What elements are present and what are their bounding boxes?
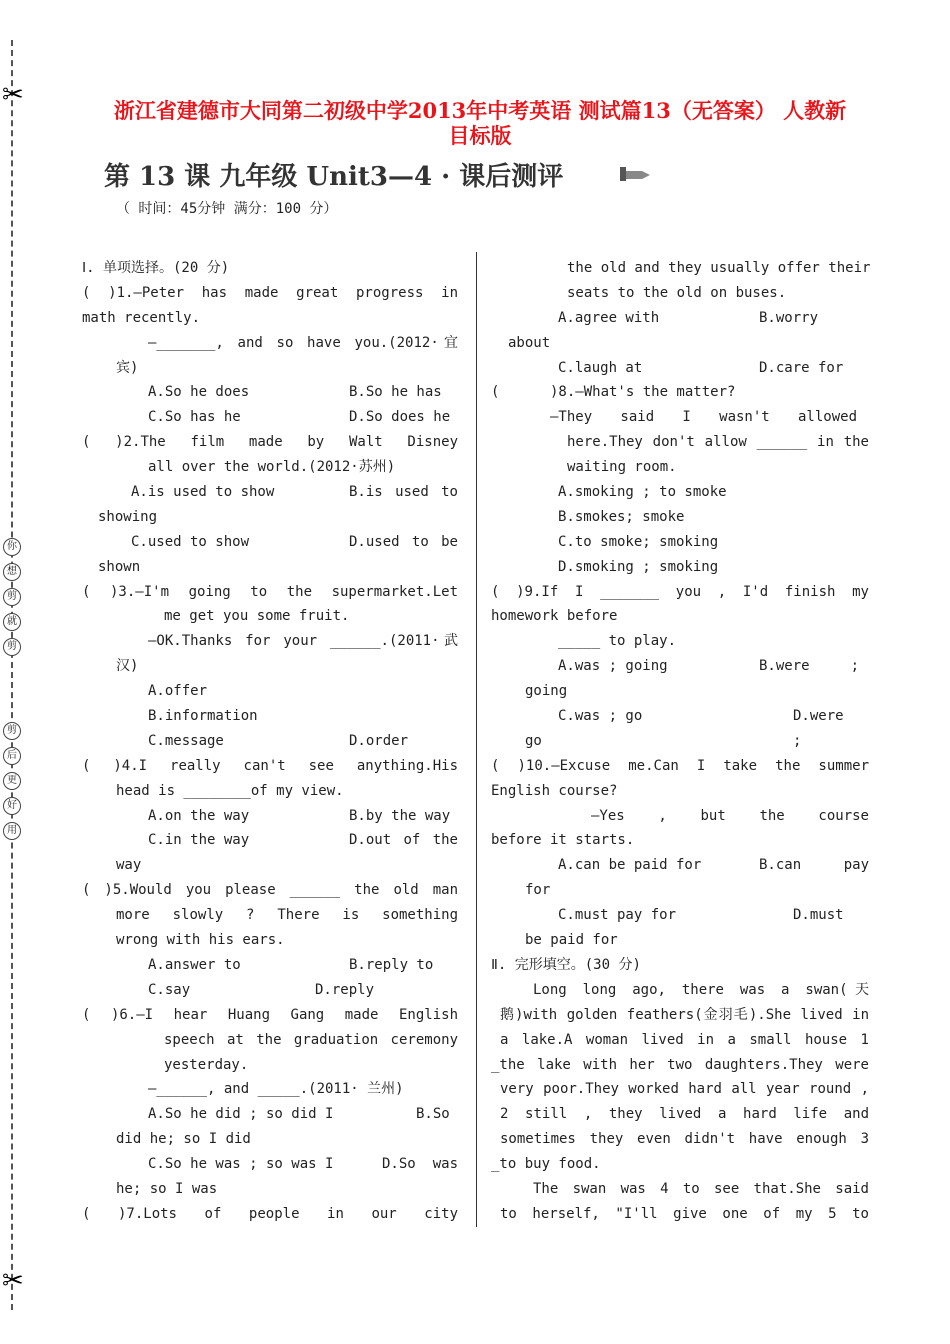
option: B.by the way [349,807,451,824]
question-line: yesterday. [164,1056,249,1073]
section-heading: Ⅱ. 完形填空。(30 分) [491,956,641,973]
option: A.on the way [148,807,250,824]
decorative-arrow-icon [620,167,650,181]
option: be paid for [525,932,618,949]
cut-line-char: 剪 [3,722,21,740]
passage-line: very poor.They worked hard all year round , [500,1081,869,1098]
question-line: —_______, and so have you.(2012·宜 [148,334,458,351]
question-line: wrong with his ears. [116,932,285,949]
option: B.is used to [349,484,458,501]
question-line: head is ________of my view. [116,782,344,799]
question-line: ( )4.I really can't see anything.His [82,757,458,774]
option: C.must pay for [558,907,677,924]
option: C.used to show [131,533,250,550]
option: B.worry [759,309,819,326]
option: B.smokes; smoke [558,508,685,525]
option: A.agree with [558,309,660,326]
option: for [525,882,551,899]
cut-line-char: 你 [3,538,21,556]
cut-line-char: 剪 [3,588,21,606]
option: D.order [349,732,409,749]
option: A.So he did ; so did I [148,1106,334,1123]
passage-line: _the lake with her two daughters.They were [491,1056,869,1073]
question-line: ( )1.—Peter has made great progress in [82,284,458,301]
option: C.in the way [148,832,250,849]
option: D.smoking ; smoking [558,558,719,575]
option: he; so I was [116,1180,218,1197]
question-line: ( )7.Lots of people in our city [82,1205,458,1222]
question-line: 宾) [116,359,139,376]
option: C.to smoke; smoking [558,533,719,550]
option: A.can be paid for [558,857,702,874]
option: C.was ; go [558,708,643,725]
option: way [116,857,142,874]
lesson-heading: 第 13 课 九年级 Unit3—4 · 课后测评 [104,162,564,192]
question-line: ( )2.The film made by Walt Disney [82,434,458,451]
question-line: ( )10.—Excuse me.Can I take the summer [491,757,869,774]
left-column [82,256,458,1227]
question-line: ( )9.If I _______ you , I'd finish my [491,583,869,600]
option: did he; so I did [116,1131,251,1148]
cut-line [11,40,13,1310]
question-line: seats to the old on buses. [567,284,787,301]
passage-line: _to buy food. [491,1156,601,1173]
option: B.can pay [759,857,869,874]
option: A.offer [148,683,208,700]
cut-line-char: 好 [3,797,21,815]
option: C.say [148,981,191,998]
question-line: ( )8.—What's the matter? [491,384,736,401]
time-and-score: （ 时间：45分钟 满分：100 分） [116,201,338,217]
option: A.was ; going [558,658,668,675]
title-line: 目标版 [448,123,512,148]
option: D.used to be [349,533,458,550]
question-line: the old and they usually offer their [567,260,871,276]
question-line: math recently. [82,309,201,326]
option: B.reply to [349,956,434,973]
cut-line-char: 后 [3,747,21,765]
passage-line: to herself, "I'll give one of my 5 to [500,1205,869,1222]
cut-line-char: 用 [3,822,21,840]
option: D.care for [759,359,844,376]
question-line: _____ to play. [558,633,677,650]
question-line: before it starts. [491,832,635,849]
passage-line: sometimes they even didn't have enough 3 [500,1131,869,1148]
column-divider [476,252,477,1227]
cut-line-char: 更 [3,772,21,790]
scissors-icon: ✂ [2,80,24,110]
passage-line: a lake.A woman lived in a small house 1 [500,1031,869,1048]
option: about [508,334,551,351]
passage-line: The swan was 4 to see that.She said [533,1180,869,1197]
option: going [525,683,568,700]
question-line: speech at the graduation ceremony [164,1031,458,1048]
option: D.So was [382,1156,458,1173]
option: D.out of the [349,832,458,849]
question-line: more slowly ? There is something [116,907,458,924]
cut-line-char: 想 [3,563,21,581]
scissors-icon: ✂ [2,1266,24,1296]
question-line: —Yes , but the course [591,807,869,824]
question-line: here.They don't allow ______ in the [567,434,869,451]
option: showing [98,508,158,525]
question-line: all over the world.(2012·苏州) [148,459,396,476]
section-heading: Ⅰ. 单项选择。(20 分) [82,260,230,276]
cut-line-char: 剪 [3,638,21,656]
cut-line-char: 就 [3,613,21,631]
question-line: ( )6.—I hear Huang Gang made English [82,1006,458,1023]
question-line: —They said I wasn't allowed [550,409,857,426]
option: B.So he has [349,384,442,401]
option: A.answer to [148,956,241,973]
option: go [525,732,542,749]
option: C.So he was ; so was I [148,1156,334,1173]
passage-line: 2 still , they lived a hard life and [500,1106,869,1123]
option: D.must [793,907,844,924]
right-column [491,256,869,1227]
option: A.is used to show [131,484,275,501]
question-line: —OK.Thanks for your ______.(2011·武 [148,633,458,650]
title-line: 浙江省建德市大同第二初级中学2013年中考英语 测试篇13（无答案） 人教新 [113,98,847,123]
option: C.message [148,732,224,749]
question-line: 汉) [116,658,139,675]
question-line: me get you some fruit. [164,608,350,625]
option: shown [98,558,141,575]
option: A.smoking ; to smoke [558,484,727,501]
passage-line: 鹅)with golden feathers(金羽毛).She lived in [500,1006,869,1023]
question-line: ( )5.Would you please ______ the old man [82,882,458,899]
document-title [85,98,875,148]
option: D.So does he [349,409,451,426]
option: D.were ; [793,708,844,749]
option: B.information [148,708,258,725]
question-line: ( )3.—I'm going to the supermarket.Let [82,583,458,600]
option: B.were ; [759,658,859,675]
question-line: English course? [491,782,618,799]
question-line: homework before [491,608,618,625]
question-line: waiting room. [567,459,677,476]
option: C.laugh at [558,359,643,376]
passage-line: Long long ago, there was a swan(天 [533,981,869,998]
option: A.So he does [148,384,250,401]
option: C.So has he [148,409,241,426]
option: D.reply [315,981,375,998]
question-line: —______, and _____.(2011· 兰州) [148,1081,404,1098]
option: B.So [416,1106,450,1123]
